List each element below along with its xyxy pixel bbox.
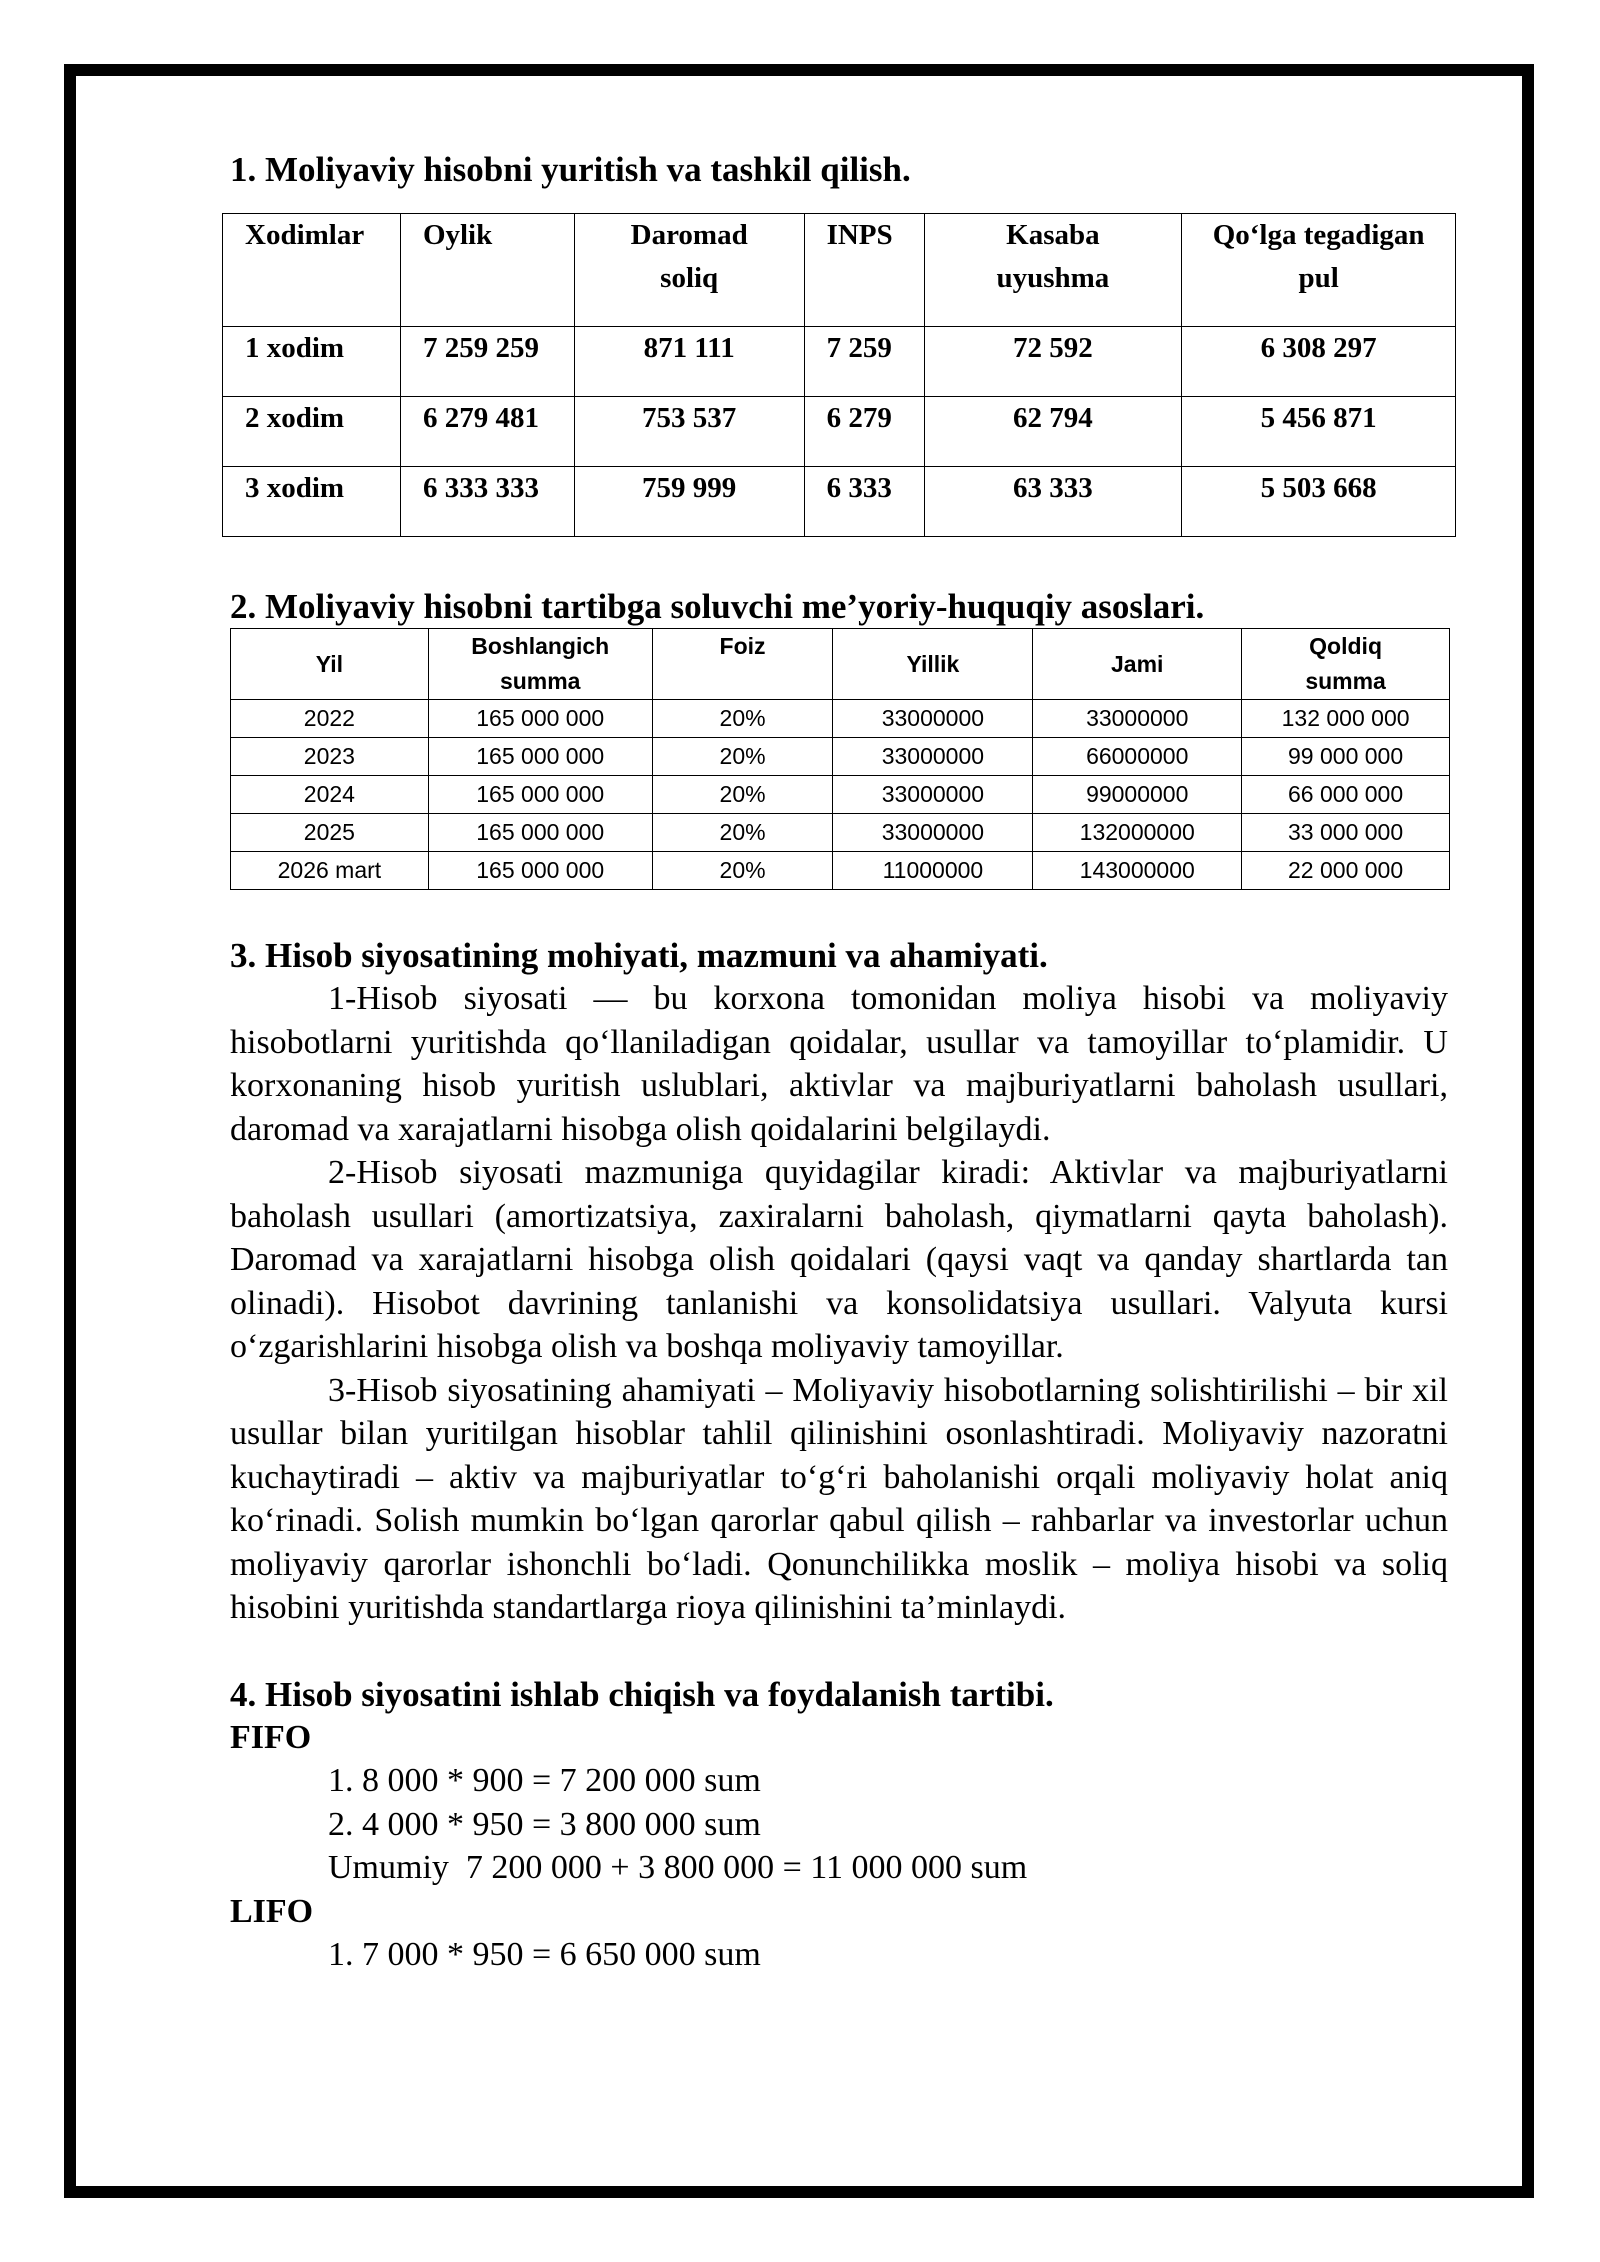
header-yil: Yil <box>231 629 429 700</box>
paragraph-importance: 3-Hisob siyosatining ahamiyati – Moliyaviy hisobotlarning solishtirilishi – bir xil usullar bilan yuritilgan hisoblar tahlil qilinishini osonlashtiradi. Moliyaviy nazoratni kuchaytiradi – aktiv va majburiyatlar to‘g‘ri baholanishi orqali moliyaviy holat aniq ko‘rinadi. Solish mumkin bo‘lgan qarorlar qabul qilish – rahbarlar va investorlar uchun moliyaviy qarorlar ishonchli bo‘ladi. Qonunchilikka moslik – moliya hisobi va soliq hisobini yuritishda standartlarga rioya qilinishini ta’minlaydi. <box>230 1371 1448 1626</box>
fifo-label: FIFO <box>230 1718 312 1756</box>
table-cell: 33000000 <box>833 814 1033 852</box>
section3-title: 3. Hisob siyosatining mohiyati, mazmuni va ahamiyati. <box>230 936 1048 975</box>
table-row <box>231 776 1450 814</box>
section4-title: 4. Hisob siyosatini ishlab chiqish va foydalanish tartibi. <box>230 1674 1054 1714</box>
table-cell: 5 503 668 <box>1182 467 1456 537</box>
table-cell: 132 000 000 <box>1242 700 1450 738</box>
fifo-line: 2. 4 000 * 950 = 3 800 000 sum <box>328 1805 761 1843</box>
table-cell: 22 000 000 <box>1242 852 1450 890</box>
table-cell: 753 537 <box>574 397 804 467</box>
header-inps: INPS <box>804 214 924 327</box>
table-cell: 6 333 <box>804 467 924 537</box>
table-cell: 7 259 <box>804 327 924 397</box>
table-cell: 871 111 <box>574 327 804 397</box>
table-cell: 6 308 297 <box>1182 327 1456 397</box>
depreciation-table <box>230 628 1450 890</box>
table-cell: 33000000 <box>833 738 1033 776</box>
table-cell: 6 333 333 <box>400 467 574 537</box>
table-cell: 165 000 000 <box>428 738 652 776</box>
table-cell: 72 592 <box>924 327 1182 397</box>
table-cell: 6 279 <box>804 397 924 467</box>
table-cell: 99 000 000 <box>1242 738 1450 776</box>
table-cell: 143000000 <box>1033 852 1242 890</box>
table-header-row <box>231 629 1450 700</box>
header-qolga-tegadigan-pul: Qo‘lga tegadigan pul <box>1182 214 1456 327</box>
table-cell: 165 000 000 <box>428 852 652 890</box>
table-row <box>231 852 1450 890</box>
table-cell: 2 xodim <box>223 397 401 467</box>
lifo-line: 1. 7 000 * 950 = 6 650 000 sum <box>328 1936 761 1973</box>
table-cell: 33 000 000 <box>1242 814 1450 852</box>
table-cell: 6 279 481 <box>400 397 574 467</box>
section2-title: 2. Moliyaviy hisobni tartibga soluvchi me’yoriy-huquqiy asoslari. <box>230 587 1205 626</box>
table-cell: 165 000 000 <box>428 700 652 738</box>
table-cell: 20% <box>652 738 833 776</box>
table-cell: 2023 <box>231 738 429 776</box>
salary-table <box>222 213 1456 537</box>
table-cell: 20% <box>652 700 833 738</box>
table-row <box>223 397 1456 467</box>
table-cell: 33000000 <box>1033 700 1242 738</box>
table-cell: 2026 mart <box>231 852 429 890</box>
table-cell: 20% <box>652 776 833 814</box>
header-boshlangich-summa: Boshlangich summa <box>428 629 652 700</box>
table-cell: 759 999 <box>574 467 804 537</box>
header-qoldiq-summa: Qoldiq summa <box>1242 629 1450 700</box>
table-row <box>231 814 1450 852</box>
table-cell: 132000000 <box>1033 814 1242 852</box>
table-cell: 66000000 <box>1033 738 1242 776</box>
table-cell: 20% <box>652 814 833 852</box>
header-yillik: Yillik <box>833 629 1033 700</box>
lifo-label: LIFO <box>230 1892 314 1930</box>
table-cell: 62 794 <box>924 397 1182 467</box>
table-cell: 3 xodim <box>223 467 401 537</box>
table-row <box>223 467 1456 537</box>
header-oylik: Oylik <box>400 214 574 327</box>
table-row <box>231 700 1450 738</box>
table-cell: 165 000 000 <box>428 814 652 852</box>
paragraph-content: 2-Hisob siyosati mazmuniga quyidagilar kiradi: Aktivlar va majburiyatlarni baholash usullari (amortizatsiya, zaxiralarni baholash, qiymatlarni qayta baholash). Daromad va xarajatlarni hisobga olish qoidalari (qaysi vaqt va qanday shartlarda tan olinadi). Hisobot davrining tanlanishi va konsolidatsiya usullari. Valyuta kursi o‘zgarishlarini hisobga olish va boshqa moliyaviy tamoyillar. <box>230 1154 1448 1365</box>
paragraph-definition: 1-Hisob siyosati — bu korxona tomonidan moliya hisobi va moliyaviy hisobotlarni yuritishda qo‘llaniladigan qoidalar, usullar va tamoyillar to‘plamidir. U korxonaning hisob yuritish uslublari, aktivlar va majburiyatlarni baholash usullari, daromad va xarajatlarni hisobga olish qoidalarini belgilaydi. <box>230 980 1448 1148</box>
table-cell: 99000000 <box>1033 776 1242 814</box>
table-cell: 11000000 <box>833 852 1033 890</box>
fifo-line: 1. 8 000 * 900 = 7 200 000 sum <box>328 1762 761 1799</box>
fifo-total: Umumiy 7 200 000 + 3 800 000 = 11 000 000 sum <box>328 1849 1028 1886</box>
table-cell: 165 000 000 <box>428 776 652 814</box>
table-cell: 2022 <box>231 700 429 738</box>
table-cell: 33000000 <box>833 776 1033 814</box>
header-jami: Jami <box>1033 629 1242 700</box>
table-row <box>223 327 1456 397</box>
document-content <box>230 148 1448 1977</box>
table-cell: 2024 <box>231 776 429 814</box>
table-cell: 5 456 871 <box>1182 397 1456 467</box>
header-xodimlar: Xodimlar <box>223 214 401 327</box>
table-cell: 66 000 000 <box>1242 776 1450 814</box>
header-daromad-soliq: Daromad soliq <box>574 214 804 327</box>
table-cell: 2025 <box>231 814 429 852</box>
table-cell: 63 333 <box>924 467 1182 537</box>
header-foiz: Foiz <box>652 629 833 700</box>
table-cell: 7 259 259 <box>400 327 574 397</box>
table-cell: 20% <box>652 852 833 890</box>
table-row <box>231 738 1450 776</box>
section1-title: 1. Moliyaviy hisobni yuritish va tashkil qilish. <box>230 150 911 189</box>
table-header-row <box>223 214 1456 327</box>
table-cell: 33000000 <box>833 700 1033 738</box>
table-cell: 1 xodim <box>223 327 401 397</box>
header-kasaba-uyushma: Kasaba uyushma <box>924 214 1182 327</box>
